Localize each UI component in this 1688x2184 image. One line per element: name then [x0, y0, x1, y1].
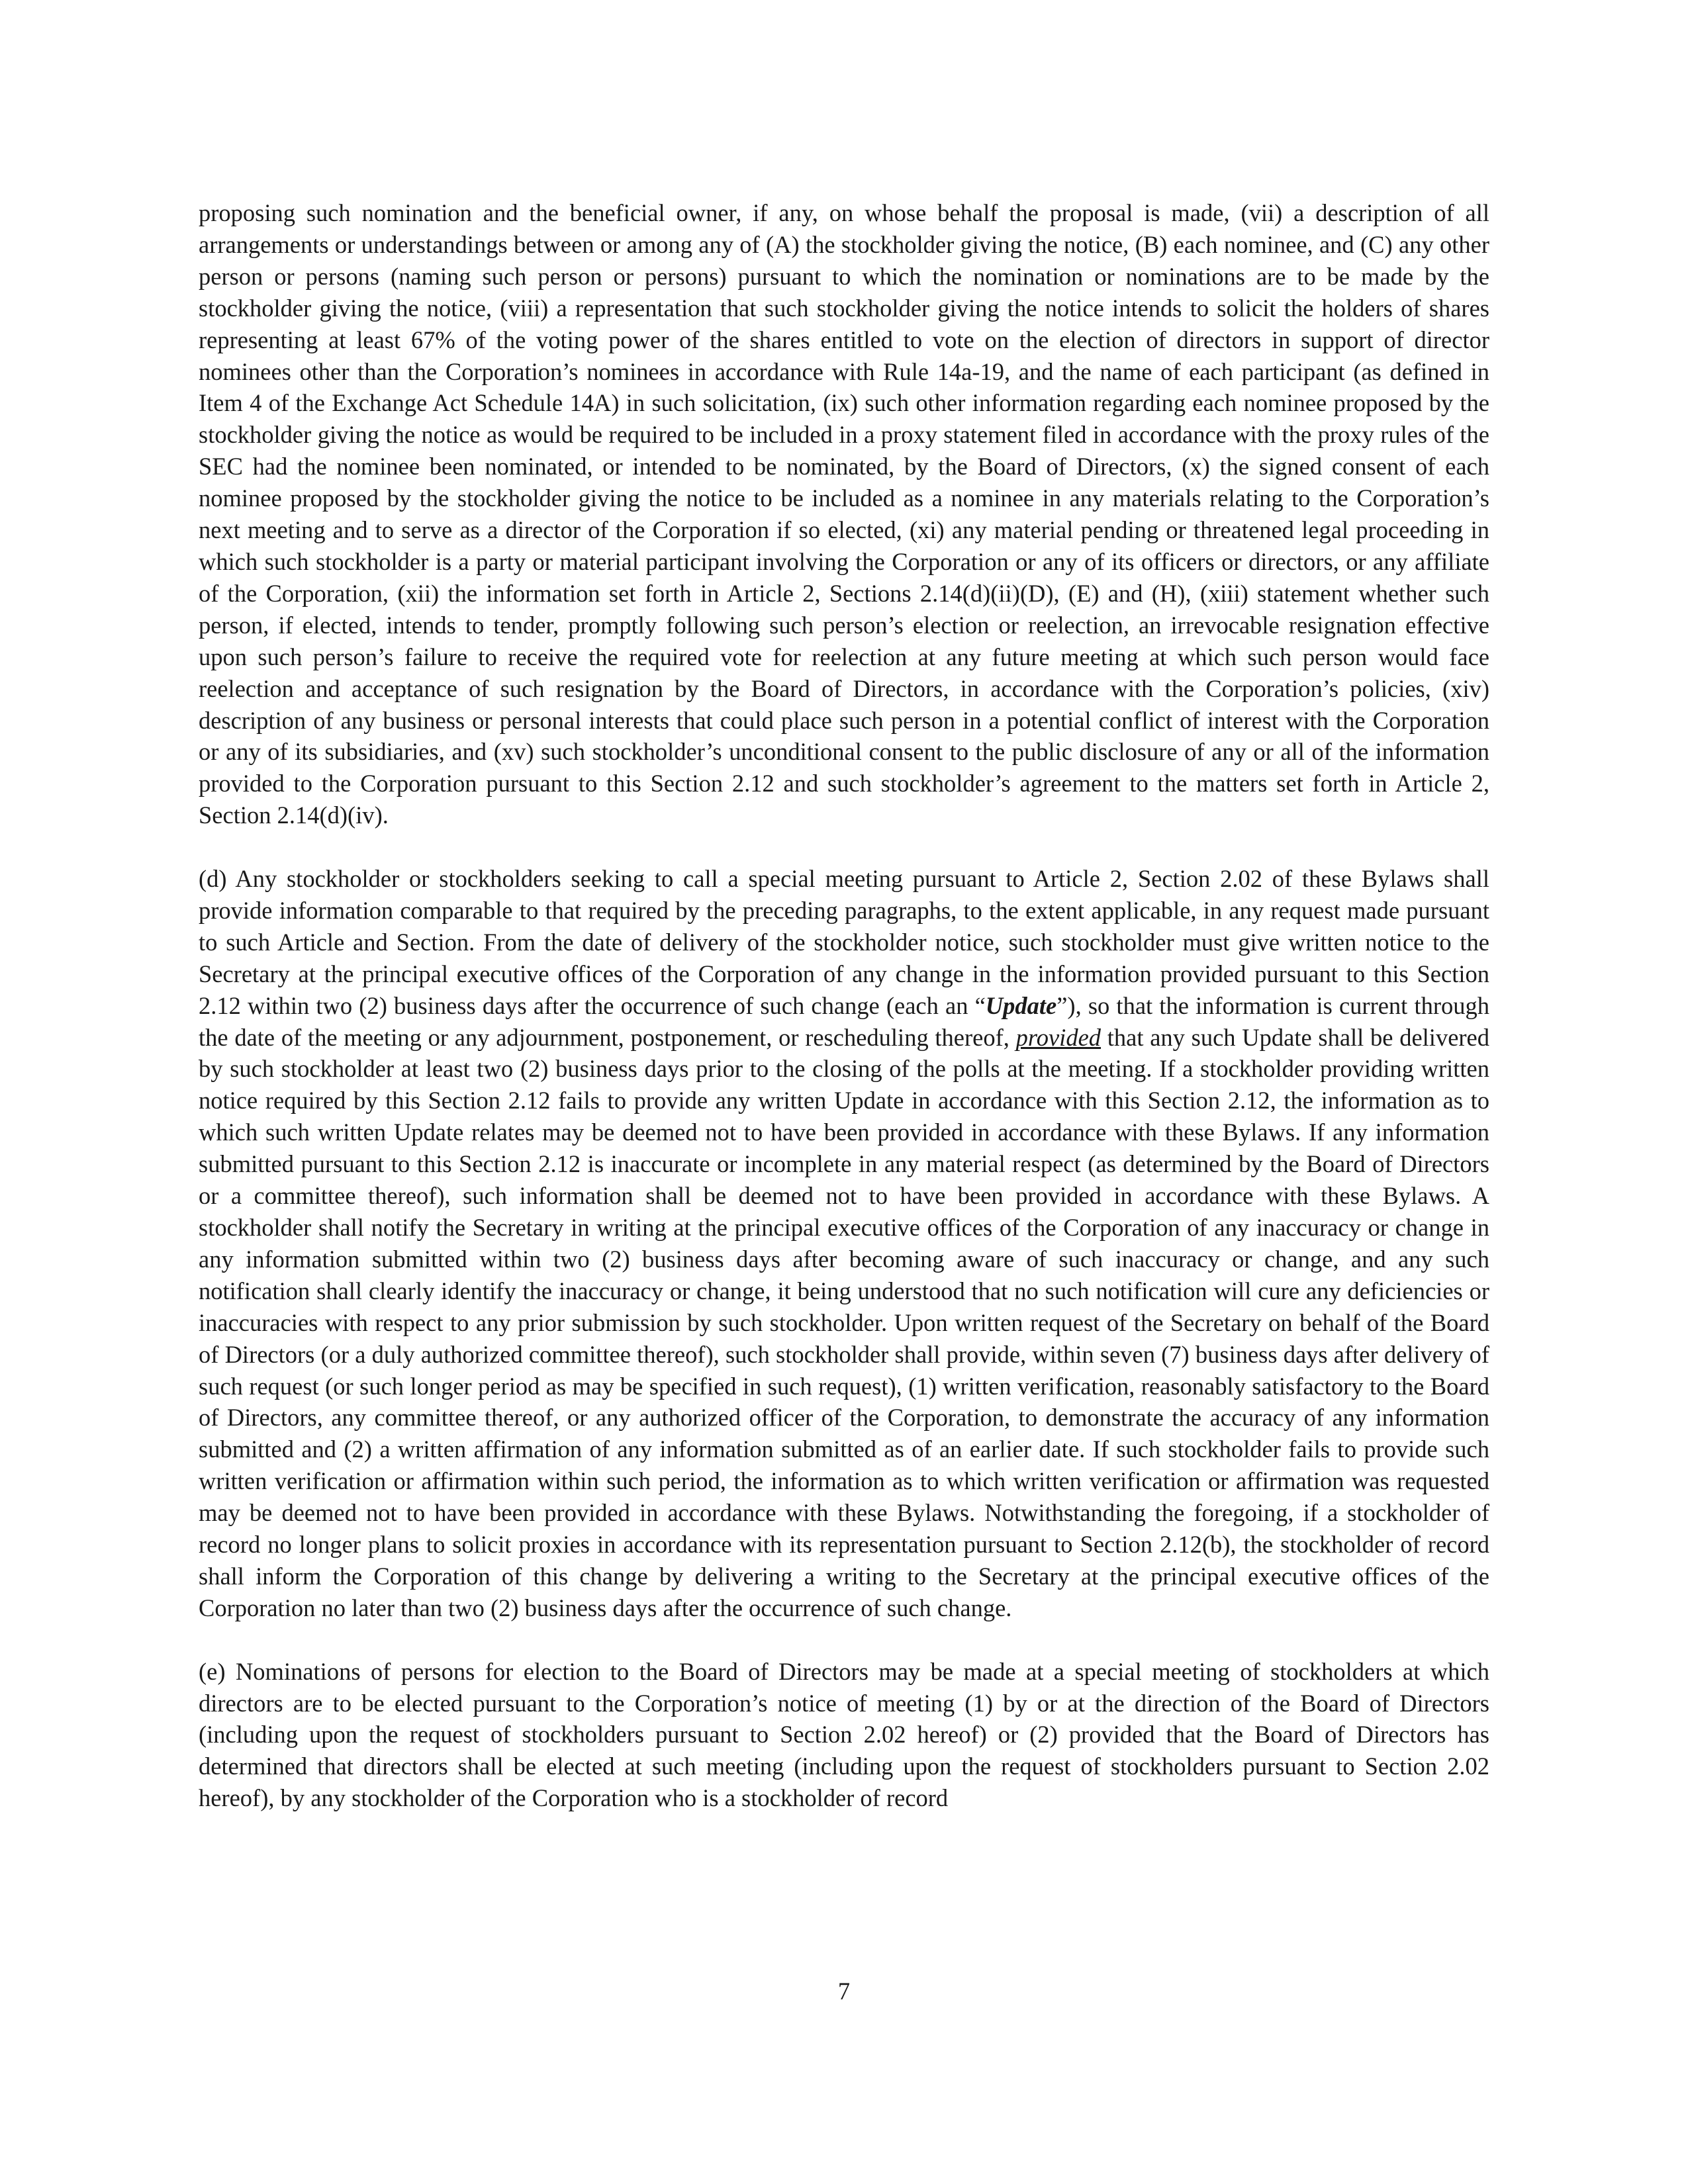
paragraph-d-text-2: ”), so that the information is current through the date of the meeting or any adjournment, postponement, or rescheduling thereof,	[199, 991, 1489, 1051]
defined-term-update: Update	[985, 991, 1057, 1019]
paragraph-d-text-1: (d) Any stockholder or stockholders seeking to call a special meeting pursuant to Article 2, Section 2.02 of these Bylaws shall provide information comparable to that required by the preceding paragraphs, to the extent applicable, in any request made pursuant to such Article and Section. From the date of delivery of the stockholder notice, such stockholder must give written notice to the Secretary at the principal executive offices of the Corporation of any change in the information provided pursuant to this Section 2.12 within two (2) business days after the occurrence of such change (each an “	[199, 865, 1489, 1019]
paragraph-e: (e) Nominations of persons for election to the Board of Directors may be made at a special meeting of stockholders at which directors are to be elected pursuant to the Corporation’s notice of meeting (1) by or at the direction of the Board of Directors (including upon the request of stockholders pursuant to Section 2.02 hereof) or (2) provided that the Board of Directors has determined that directors shall be elected at such meeting (including upon the request of stockholders pursuant to Section 2.02 hereof), by any stockholder of the Corporation who is a stockholder of record	[199, 1657, 1489, 1812]
page-number: 7	[837, 1978, 851, 2005]
paragraph-d	[199, 863, 1489, 1624]
document-body	[199, 197, 1489, 1814]
paragraph-d-text-3: that any such Update shall be delivered by such stockholder at least two (2) business days prior to the closing of the polls at the meeting. If a stockholder providing written notice required by this Section 2.12 fails to provide any written Update in accordance with this Section 2.12, the information as to which such written Update relates may be deemed not to have been provided in accordance with these Bylaws. If any information submitted pursuant to this Section 2.12 is inaccurate or incomplete in any material respect (as determined by the Board of Directors or a committee thereof), such information shall be deemed not to have been provided in accordance with these Bylaws. A stockholder shall notify the Secretary in writing at the principal executive offices of the Corporation of any inaccuracy or change in any information submitted within two (2) business days after becoming aware of such inaccuracy or change, and any such notification shall clearly identify the inaccuracy or change, it being understood that no such notification will cure any deficiencies or inaccuracies with respect to any prior submission by such stockholder. Upon written request of the Secretary on behalf of the Board of Directors (or a duly authorized committee thereof), such stockholder shall provide, within seven (7) business days after delivery of such request (or such longer period as may be specified in such request), (1) written verification, reasonably satisfactory to the Board of Directors, any committee thereof, or any authorized officer of the Corporation, to demonstrate the accuracy of any information submitted and (2) a written affirmation of any information submitted as of an earlier date. If such stockholder fails to provide such written verification or affirmation within such period, the information as to which written verification or affirmation was requested may be deemed not to have been provided in accordance with these Bylaws. Notwithstanding the foregoing, if a stockholder of record no longer plans to solicit proxies in accordance with its representation pursuant to Section 2.12(b), the stockholder of record shall inform the Corporation of this change by delivering a writing to the Secretary at the principal executive offices of the Corporation no later than two (2) business days after the occurrence of such change.	[199, 1023, 1490, 1621]
proviso-provided: provided	[1015, 1023, 1102, 1051]
paragraph-c-continuation: proposing such nomination and the beneficial owner, if any, on whose behalf the proposal is made, (vii) a description of all arrangements or understandings between or among any of (A) the stockholder giving the notice, (B) each nominee, and (C) any other person or persons (naming such person or persons) pursuant to which the nomination or nominations are to be made by the stockholder giving the notice, (viii) a representation that such stockholder giving the notice intends to solicit the holders of shares representing at least 67% of the voting power of the shares entitled to vote on the election of directors in support of director nominees other than the Corporation’s nominees in accordance with Rule 14a-19, and the name of each participant (as defined in Item 4 of the Exchange Act Schedule 14A) in such solicitation, (ix) such other information regarding each nominee proposed by the stockholder giving the notice as would be required to be included in a proxy statement filed in accordance with the proxy rules of the SEC had the nominee been nominated, or intended to be nominated, by the Board of Directors, (x) the signed consent of each nominee proposed by the stockholder giving the notice to be included as a nominee in any materials relating to the Corporation’s next meeting and to serve as a director of the Corporation if so elected, (xi) any material pending or threatened legal proceeding in which such stockholder is a party or material participant involving the Corporation or any of its officers or directors, or any affiliate of the Corporation, (xii) the information set forth in Article 2, Sections 2.14(d)(ii)(D), (E) and (H), (xiii) statement whether such person, if elected, intends to tender, promptly following such person’s election or reelection, an irrevocable resignation effective upon such person’s failure to receive the required vote for reelection at any future meeting at which such person would face reelection and acceptance of such resignation by the Board of Directors, in accordance with the Corporation’s policies, (xiv) description of any business or personal interests that could place such person in a potential conflict of interest with the Corporation or any of its subsidiaries, and (xv) such stockholder’s unconditional consent to the public disclosure of any or all of the information provided to the Corporation pursuant to this Section 2.12 and such stockholder’s agreement to the matters set forth in Article 2, Section 2.14(d)(iv).	[199, 199, 1489, 829]
